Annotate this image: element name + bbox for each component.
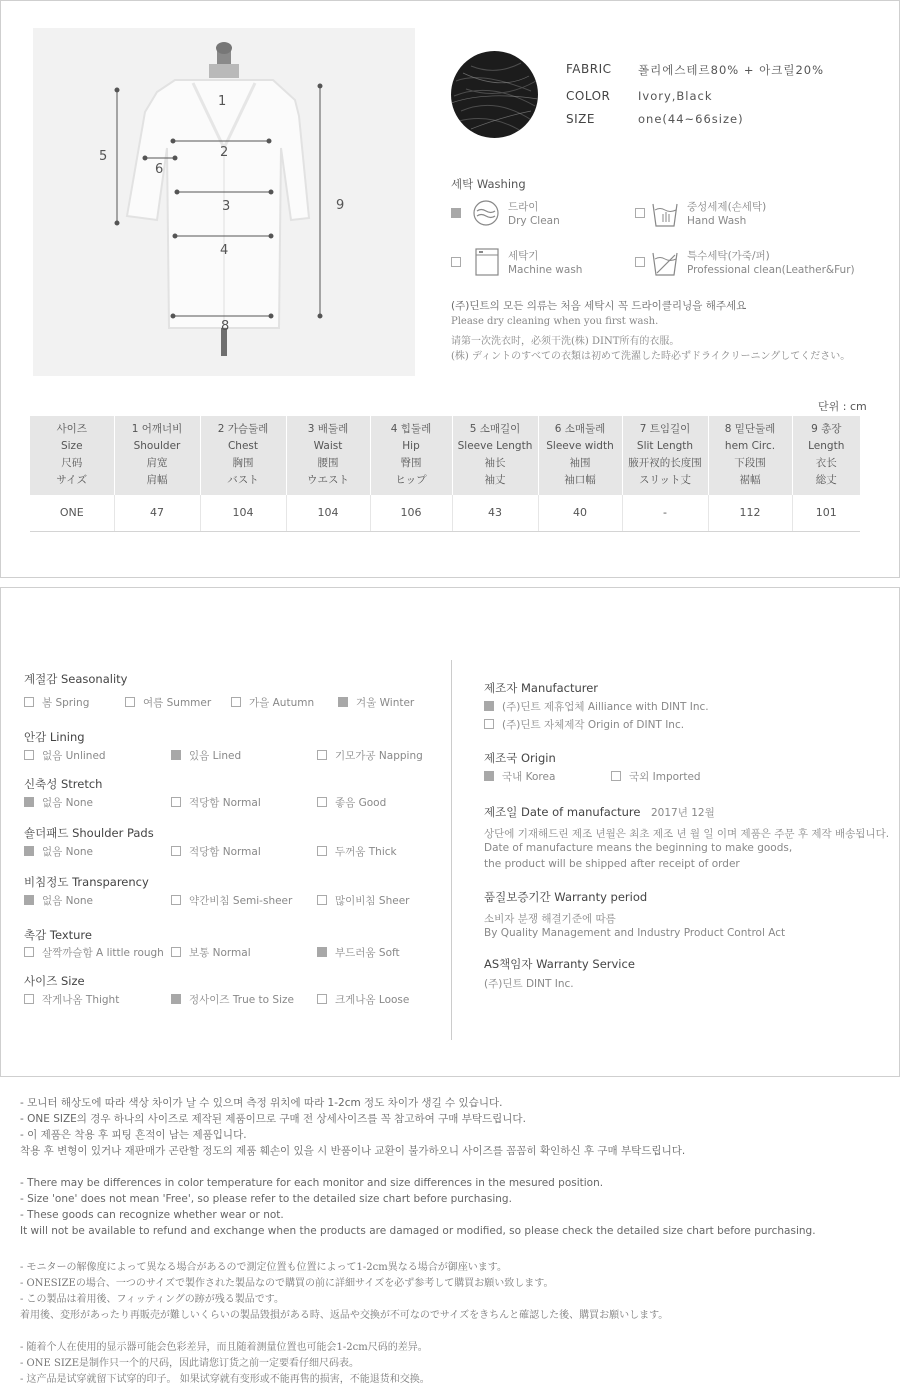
checkbox [317,846,327,856]
dry-clean-label: 드라이 Dry Clean [508,201,560,227]
warranty-note: 소비자 분쟁 해결기준에 따름 [484,913,616,925]
wash-note-ko: (주)딘트의 모든 의류는 처음 세탁시 꼭 드라이클리닝을 해주세요 [451,300,747,312]
manufacture-date-note: Date of manufacture means the beginning to make goods, [484,842,793,854]
manufacturer-title: 제조자 Manufacturer [484,681,599,695]
table-cell: - [622,495,708,531]
column-header: 5 소매길이 Sleeve Length 袖长 袖丈 [452,416,538,495]
checkbox [24,846,34,856]
checkbox [171,846,181,856]
wash-note-en: Please dry cleaning when you first wash. [451,316,659,327]
table-cell: 47 [114,495,200,531]
checkbox [24,750,34,760]
machine-wash-checkbox [451,257,461,267]
professional-clean-icon [651,249,679,277]
measure-label-8: 8 [221,319,230,334]
as-service-value: (주)딘트 DINT Inc. [484,978,574,990]
checkbox [611,771,621,781]
checkbox [484,701,494,711]
table-cell: 101 [792,495,860,531]
transparency-semi-sheer: 약간비침 Semi-sheer [171,893,292,908]
checkbox [24,797,34,807]
measure-label-6: 6 [155,162,164,177]
manufacture-date-note: 상단에 기재해드린 제조 년월은 최초 제조 년 월 일 이며 제품은 주문 후 제작 배송됩니다. [484,828,890,840]
fabric-swatch [451,51,538,138]
texture-normal: 보통 Normal [171,945,251,960]
size-table-header [30,416,860,495]
texture-soft: 부드러움 Soft [317,945,400,960]
season-summer: 여름 Summer [125,695,211,710]
size-value: one(44~66size) [638,112,744,126]
origin-title: 제조국 Origin [484,751,556,765]
checkbox [24,697,34,707]
notice-ja: - ONESIZEの場合、一つのサイズで製作された製品なので購買の前に詳細サイズを必ず参考して購買お願い致します。 [20,1278,554,1289]
checkbox [317,750,327,760]
origin-korea: 국내 Korea [484,769,555,784]
texture-title: 촉감 Texture [24,928,92,942]
hand-wash-checkbox [635,208,645,218]
manufacture-date-title: 제조일 Date of manufacture [484,805,641,819]
checkbox [171,947,181,957]
column-header: 2 가슴둘레 Chest 胸围 バスト [200,416,286,495]
table-cell: 40 [538,495,622,531]
lining-title: 안감 Lining [24,730,85,744]
manufacture-date-note: the product will be shipped after receipt of order [484,858,740,870]
column-header: 9 총장 Length 衣长 総丈 [792,416,860,495]
fabric-value: 폴리에스테르80% + 아크릴20% [638,63,825,77]
season-winter: 겨울 Winter [338,695,414,710]
checkbox [24,895,34,905]
hand-wash-icon [651,200,679,228]
checkbox [317,797,327,807]
notice-zh: - 这产品是试穿就留下试穿的印子。 如果试穿就有变形或不能再售的损害，不能退货和交换。 [20,1374,430,1385]
professional-clean-checkbox [635,257,645,267]
wash-note-zh: 请第一次洗衣时，必须干洗(株) DINT所有的衣服。 [451,336,680,347]
measure-label-5: 5 [99,149,108,164]
table-cell: 104 [200,495,286,531]
notice-zh: - 随着个人在使用的显示器可能会色彩差异，而且随着测量位置也可能会1-2cm尺码的差异。 [20,1342,428,1353]
column-header: 4 힙둘레 Hip 臀围 ヒップ [370,416,452,495]
table-cell: ONE [30,495,114,531]
washing-title: 세탁 Washing [451,177,526,191]
shoulder-pads-title: 숄더패드 Shoulder Pads [24,826,154,840]
column-header: 8 밑단둘레 hem Circ. 下段围 裾幅 [708,416,792,495]
color-value: Ivory,Black [638,89,713,103]
measure-label-1: 1 [218,94,227,109]
season-spring: 봄 Spring [24,695,89,710]
notice-ja: 着用後、変形があったり再販売が難しいくらいの製品毀損がある時、返品や交換が不可なのでサイズをきちんと確認した後、購買お願いします。 [20,1310,669,1321]
manufacture-date-value: 2017년 12월 [651,807,715,819]
texture-rough: 살짝까슬함 A little rough [24,945,164,960]
measure-label-3: 3 [222,199,231,214]
transparency-sheer: 많이비침 Sheer [317,893,409,908]
measure-label-9: 9 [336,198,345,213]
shoulder-pads-none: 없음 None [24,844,93,859]
column-divider [451,660,452,1040]
dry-clean-icon [472,200,500,226]
manufacturer-origin: (주)딘트 자체제작 Origin of DINT Inc. [484,717,684,732]
checkbox [24,947,34,957]
notice-en: - Size 'one' does not mean 'Free', so please refer to the detailed size chart before purchasing. [20,1193,512,1205]
checkbox [338,697,348,707]
lining-lined: 있음 Lined [171,748,241,763]
table-cell: 43 [452,495,538,531]
lining-unlined: 없음 Unlined [24,748,106,763]
notice-ko: - ONE SIZE의 경우 하나의 사이즈로 제작된 제품이므로 구매 전 상세사이즈를 꼭 참고하여 구매 부탁드립니다. [20,1113,526,1125]
notice-ja: - この製品は着用後、フィッティングの跡が残る製品です。 [20,1294,284,1305]
stretch-good: 좋음 Good [317,795,386,810]
origin-imported: 국외 Imported [611,769,701,784]
wash-note-ja: (株) ディントのすべての衣類は初めて洗濯した時必ずドライクリーニングしてください。 [451,351,851,362]
notice-en: It will not be available to refund and exchange when the products are damaged or modified, so please check the detailed size chart before purchasing. [20,1225,816,1237]
measure-label-2: 2 [220,145,229,160]
notice-ko: - 이 제품은 착용 후 피팅 흔적이 남는 제품입니다. [20,1129,247,1141]
notice-ja: - モニターの解像度によって異なる場合があるので測定位置も位置によって1-2cm異なる場合が御座います。 [20,1262,507,1273]
stretch-title: 신축성 Stretch [24,777,103,791]
column-header: 6 소매둘레 Sleeve width 袖围 袖口幅 [538,416,622,495]
stretch-none: 없음 None [24,795,93,810]
size-table [30,416,860,532]
notice-en: - There may be differences in color temperature for each monitor and size differences in the mesured position. [20,1177,604,1189]
checkbox [484,719,494,729]
table-cell: 112 [708,495,792,531]
lining-napping: 기모가공 Napping [317,748,423,763]
professional-clean-label: 특수세탁(가죽/퍼) Professional clean(Leather&Fur) [687,250,855,276]
checkbox [171,750,181,760]
season-autumn: 가을 Autumn [231,695,314,710]
checkbox [231,697,241,707]
hand-wash-label: 중성세제(손세탁) Hand Wash [687,201,767,227]
column-header: 1 어깨너비 Shoulder 肩宽 肩幅 [114,416,200,495]
checkbox [171,994,181,1004]
checkbox [171,797,181,807]
dry-clean-checkbox [451,208,461,218]
seasonality-title: 계절감 Seasonality [24,672,128,686]
notice-ko: 착용 후 변형이 있거나 재판매가 곤란할 정도의 제품 훼손이 있을 시 반품이나 교환이 불가하오니 사이즈를 꼼꼼히 확인하신 후 구매 부탁드립니다. [20,1145,686,1157]
color-label: COLOR [566,89,611,103]
notice-en: - These goods can recognize whether wear or not. [20,1209,284,1221]
table-cell: 106 [370,495,452,531]
transparency-title: 비침정도 Transparency [24,875,149,889]
washing-machine-icon [475,248,499,276]
checkbox [24,994,34,1004]
transparency-none: 없음 None [24,893,93,908]
size-unit: 단위 : cm [818,400,867,413]
size-fit-true: 정사이즈 True to Size [171,992,294,1007]
size-fit-title: 사이즈 Size [24,974,85,988]
machine-wash-label: 세탁기 Machine wash [508,250,583,276]
manufacturer-alliance: (주)딘트 제휴업체 Ailliance with DINT Inc. [484,699,709,714]
warranty-title: 품질보증기간 Warranty period [484,890,648,904]
checkbox [317,994,327,1004]
size-fit-loose: 크게나옴 Loose [317,992,409,1007]
checkbox [125,697,135,707]
checkbox [317,947,327,957]
fabric-label: FABRIC [566,62,612,76]
size-label: SIZE [566,112,595,126]
stretch-normal: 적당함 Normal [171,795,261,810]
table-row [30,495,860,531]
shoulder-pads-normal: 적당함 Normal [171,844,261,859]
checkbox [484,771,494,781]
notice-ko: - 모니터 해상도에 따라 색상 차이가 날 수 있으며 측정 위치에 따라 1-2cm 정도 차이가 생길 수 있습니다. [20,1097,503,1109]
warranty-note: By Quality Management and Industry Product Control Act [484,927,786,939]
column-header: 사이즈 Size 尺码 サイズ [30,416,114,495]
checkbox [171,895,181,905]
measure-label-4: 4 [220,243,229,258]
checkbox [317,895,327,905]
notice-zh: - ONE SIZE是制作只一个的尺码，因此请您订货之前一定要看仔细尺码表。 [20,1358,360,1369]
column-header: 3 배둘레 Waist 腰围 ウエスト [286,416,370,495]
shoulder-pads-thick: 두꺼움 Thick [317,844,397,859]
as-service-title: AS책임자 Warranty Service [484,957,635,971]
garment-measurement-image [33,28,415,376]
table-cell: 104 [286,495,370,531]
column-header: 7 트임길이 Slit Length 腋开衩的长度围 スリット丈 [622,416,708,495]
size-fit-tight: 작게나옴 Thight [24,992,119,1007]
